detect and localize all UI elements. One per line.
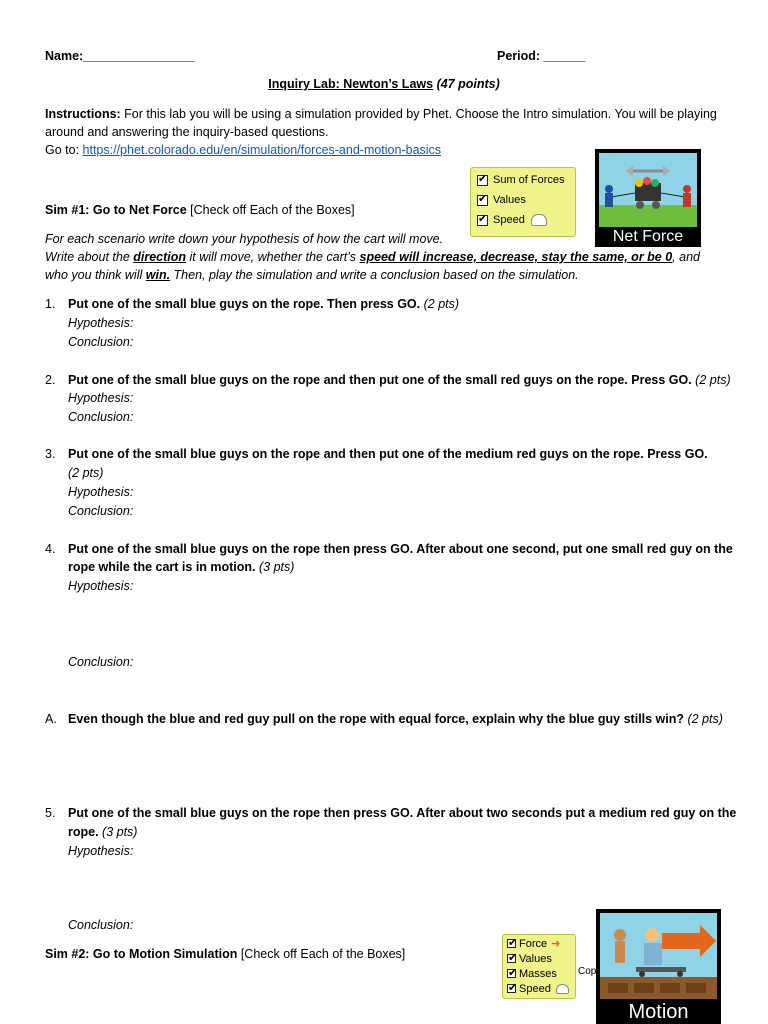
period-field-label: Period: ______ (497, 49, 586, 63)
checkbox-label: Force (519, 937, 548, 950)
conclusion-label: Conclusion: (68, 918, 134, 932)
conclusion-label: Conclusion: (68, 655, 134, 669)
goto-label: Go to: (45, 143, 83, 157)
hypothesis-label: Hypothesis: (68, 316, 134, 330)
question-points: (2 pts) (684, 712, 723, 726)
instructions-label: Instructions: (45, 107, 121, 121)
question-number: A. (45, 712, 57, 726)
motion-sim-thumbnail (596, 909, 721, 1024)
sim1-para-line-3 (45, 268, 579, 282)
sim1-para-line-1: For each scenario write down your hypothesis of how the cart will move. (45, 232, 444, 246)
para-text: , and (672, 250, 700, 264)
net-force-scene (599, 153, 697, 227)
question-number: 5. (45, 806, 56, 820)
question-text: Put one of the small blue guys on the rope. Then press GO. (68, 297, 421, 311)
hypothesis-label: Hypothesis: (68, 485, 134, 499)
checkbox-label: Sum of Forces (493, 174, 565, 186)
arrow-icon: ➜ (551, 938, 561, 950)
checkbox-label: Values (493, 194, 526, 206)
checkbox-row-speed[interactable] (471, 210, 575, 230)
phet-link[interactable]: https://phet.colorado.edu/en/simulation/forces-and-motion-basics (82, 143, 442, 157)
para-direction: direction (133, 250, 187, 264)
checkbox-label: Values (519, 952, 552, 965)
conclusion-label: Conclusion: (68, 504, 134, 518)
checkbox-row-masses[interactable] (503, 966, 575, 981)
sim1-heading (45, 203, 355, 217)
page-title (0, 77, 768, 91)
title-points: (47 points) (436, 77, 500, 91)
para-text: it will move, whether the cart’s (186, 250, 360, 264)
question-number: 4. (45, 542, 56, 556)
sim1-heading-text: Sim #1: Go to Net Force (45, 203, 187, 217)
question-text: Put one of the small blue guys on the rope and then put one of the medium red guys on the rope. Press GO. (68, 447, 708, 461)
checkbox-icon[interactable] (507, 984, 516, 993)
checkbox-label: Speed (519, 982, 551, 995)
conclusion-label: Conclusion: (68, 335, 134, 349)
question-text: Put one of the small blue guys on the rope then press GO. After about two seconds put a medium red guy on the (68, 806, 737, 820)
sim2-checkbox-panel (502, 934, 576, 999)
sim1-heading-bracket: [Check off Each of the Boxes] (186, 203, 355, 217)
para-win: win. (145, 268, 171, 282)
question-points: (3 pts) (255, 560, 295, 574)
para-text: Then, play the simulation and write a conclusion based on the simulation. (170, 268, 579, 282)
checkbox-icon[interactable] (477, 195, 488, 206)
question-text: Put one of the small blue guys on the rope and then put one of the small red guys on the rope. Press GO. (68, 373, 692, 387)
checkbox-row-force[interactable] (503, 936, 575, 951)
checkbox-icon[interactable] (507, 969, 516, 978)
checkbox-row-speed[interactable] (503, 981, 575, 996)
question-points: (3 pts) (98, 825, 138, 839)
hypothesis-label: Hypothesis: (68, 391, 134, 405)
hypothesis-label: Hypothesis: (68, 844, 134, 858)
question-points: (2 pts) (691, 373, 731, 387)
checkbox-row-values[interactable] (503, 951, 575, 966)
checkbox-icon[interactable] (477, 175, 488, 186)
question-text: Put one of the small blue guys on the rope then press GO. After about one second, put one small red guy on the (68, 542, 733, 556)
sim2-heading-bracket: [Check off Each of the Boxes] (237, 947, 406, 961)
question-text: rope. (68, 825, 99, 839)
question-4-line-2 (68, 560, 294, 574)
question-number: 2. (45, 373, 56, 387)
net-force-sim-thumbnail (595, 149, 701, 247)
instructions-text-1: For this lab you will be using a simulation provided by Phet. Choose the Intro simulation. You will be playing (120, 107, 717, 121)
question-points: (2 pts) (420, 297, 460, 311)
sim1-para-line-2 (45, 250, 700, 264)
checkbox-icon[interactable] (477, 215, 488, 226)
cut-off-text: Cop (578, 966, 597, 977)
question-number: 3. (45, 447, 56, 461)
speedometer-icon (556, 984, 569, 994)
question-text: rope while the cart is in motion. (68, 560, 256, 574)
para-speed: speed will increase, decrease, stay the same, or be 0 (359, 250, 673, 264)
instructions-line-1 (45, 107, 717, 121)
speedometer-icon (531, 214, 547, 226)
motion-scene (600, 913, 717, 999)
checkbox-label: Speed (493, 214, 525, 226)
checkbox-row-sum-of-forces[interactable] (471, 170, 575, 190)
para-text: who you think will (45, 268, 146, 282)
para-text: Write about the (45, 250, 134, 264)
tug-of-war-illustration (599, 153, 697, 227)
net-force-image-label: Net Force (612, 228, 684, 245)
sim2-heading (45, 947, 405, 961)
title-main: Inquiry Lab: Newton’s Laws (268, 77, 434, 91)
checkbox-label: Masses (519, 967, 557, 980)
question-text: Even though the blue and red guy pull on the rope with equal force, explain why the blue guy stills win? (68, 712, 685, 726)
question-points: (2 pts) (68, 466, 104, 480)
hypothesis-label: Hypothesis: (68, 579, 134, 593)
conclusion-label: Conclusion: (68, 410, 134, 424)
name-field-label: Name:________________ (45, 49, 195, 63)
goto-line (45, 143, 441, 157)
question-number: 1. (45, 297, 56, 311)
sim2-heading-text: Sim #2: Go to Motion Simulation (45, 947, 238, 961)
sim1-checkbox-panel (470, 167, 576, 237)
motion-illustration (600, 913, 717, 999)
motion-image-label: Motion (628, 1001, 689, 1023)
instructions-line-2: around and answering the inquiry-based questions. (45, 125, 329, 139)
checkbox-row-values[interactable] (471, 190, 575, 210)
checkbox-icon[interactable] (507, 954, 516, 963)
question-5-line-2 (68, 825, 137, 839)
checkbox-icon[interactable] (507, 939, 516, 948)
